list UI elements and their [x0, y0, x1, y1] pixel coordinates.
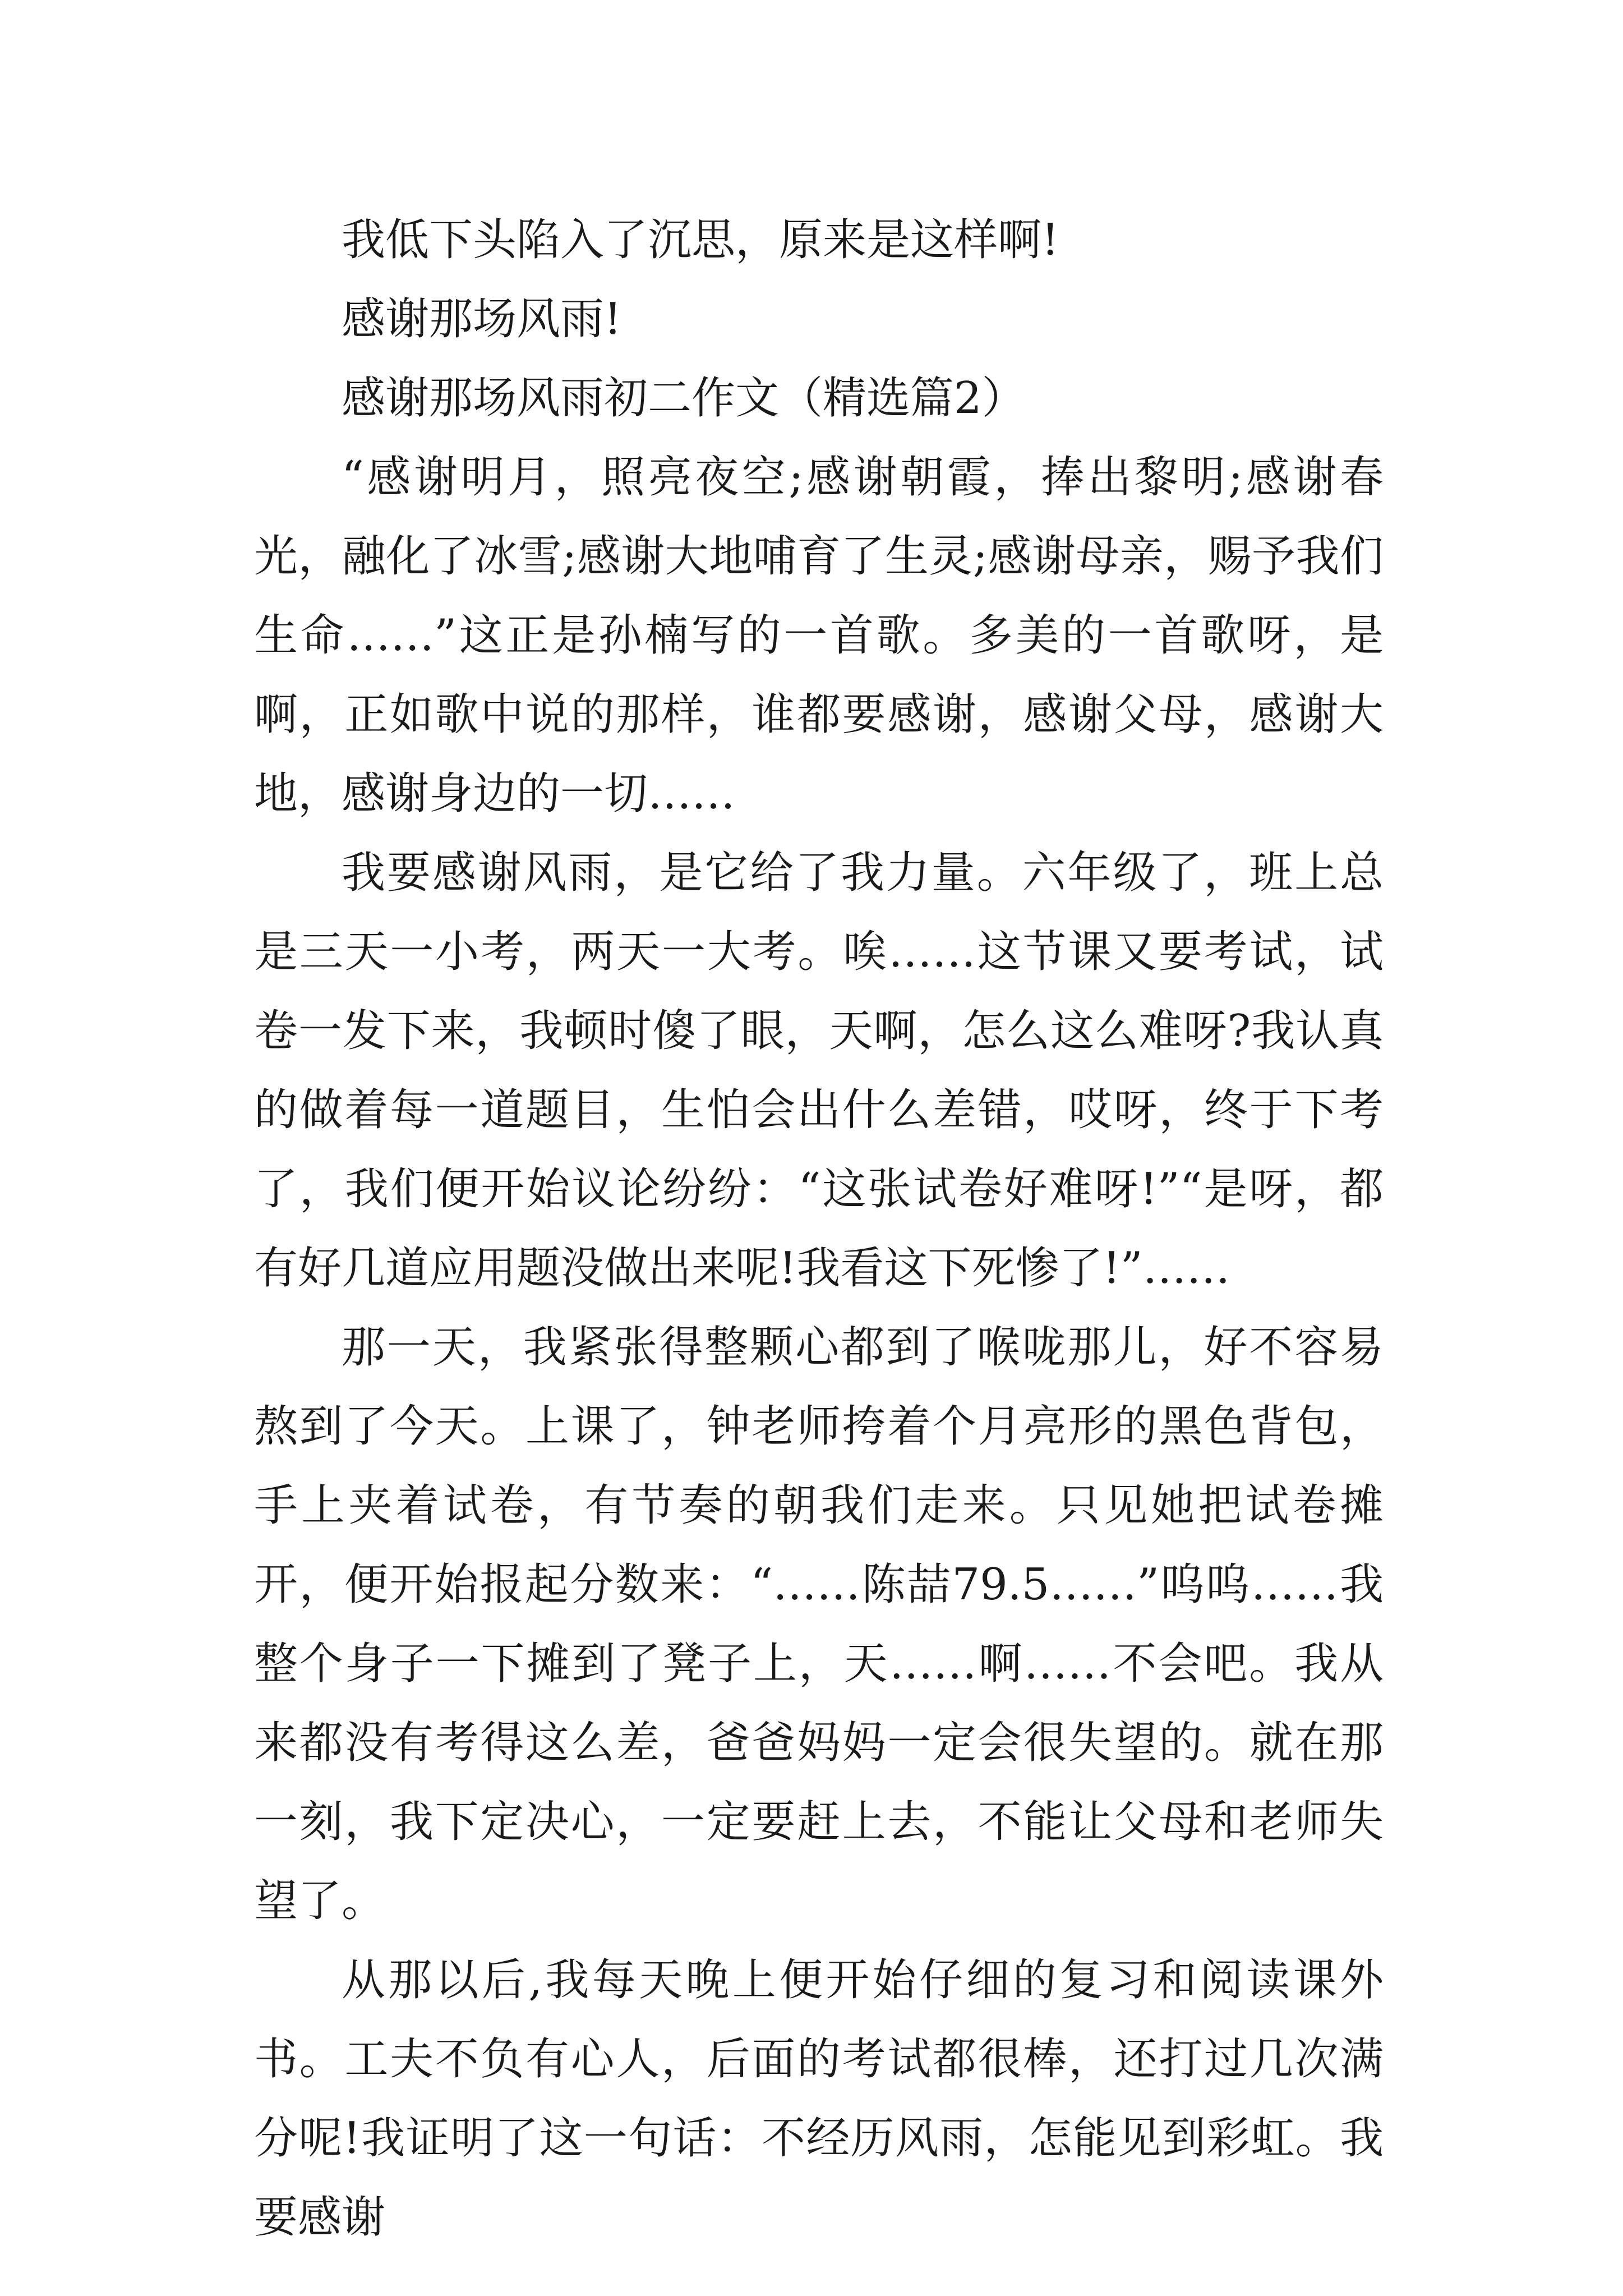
body-text [254, 201, 1384, 2257]
paragraph-thanks-storm: 感谢那场风雨! [342, 294, 622, 344]
essay-title: 感谢那场风雨初二作文（精选篇2） [342, 373, 1026, 424]
paragraph-score-day: 那一天，我紧张得整颗心都到了喉咙那儿，好不容易熬到了今天。上课了，钟老师挎着个月亮形的黑色背包，手上夹着试卷，有节奏的朝我们走来。只见她把试卷摊开，便开始报起分数来：“……陈喆79.5……”呜呜……我整个身子一下摊到了凳子上，天……啊……不会吧。我从来都没有考得这么差，爸爸妈妈一定会很失望的。就在那一刻，我下定决心，一定要赶上去，不能让父母和老师失望了。 [254, 1322, 1384, 1926]
paragraph-afterwards: 从那以后,我每天晚上便开始仔细的复习和阅读课外书。工夫不负有心人，后面的考试都很棒，还打过几次满分呢!我证明了这一句话：不经历风雨，怎能见到彩虹。我要感谢 [254, 1955, 1384, 2243]
paragraph-song-quote: “感谢明月，照亮夜空;感谢朝霞，捧出黎明;感谢春光，融化了冰雪;感谢大地哺育了生灵;感谢母亲，赐予我们生命……”这正是孙楠写的一首歌。多美的一首歌呀，是啊，正如歌中说的那样，谁都要感谢，感谢父母，感谢大地，感谢身边的一切…… [254, 452, 1384, 819]
paragraph-exam: 我要感谢风雨，是它给了我力量。六年级了，班上总是三天一小考，两天一大考。唉……这节课又要考试，试卷一发下来，我顿时傻了眼，天啊，怎么这么难呀?我认真的做着每一道题目，生怕会出什么差错，哎呀，终于下考了，我们便开始议论纷纷：“这张试卷好难呀!”“是呀，都有好几道应用题没做出来呢!我看这下死惨了!”…… [254, 848, 1384, 1294]
paragraph-reflection: 我低下头陷入了沉思，原来是这样啊! [342, 215, 1059, 265]
